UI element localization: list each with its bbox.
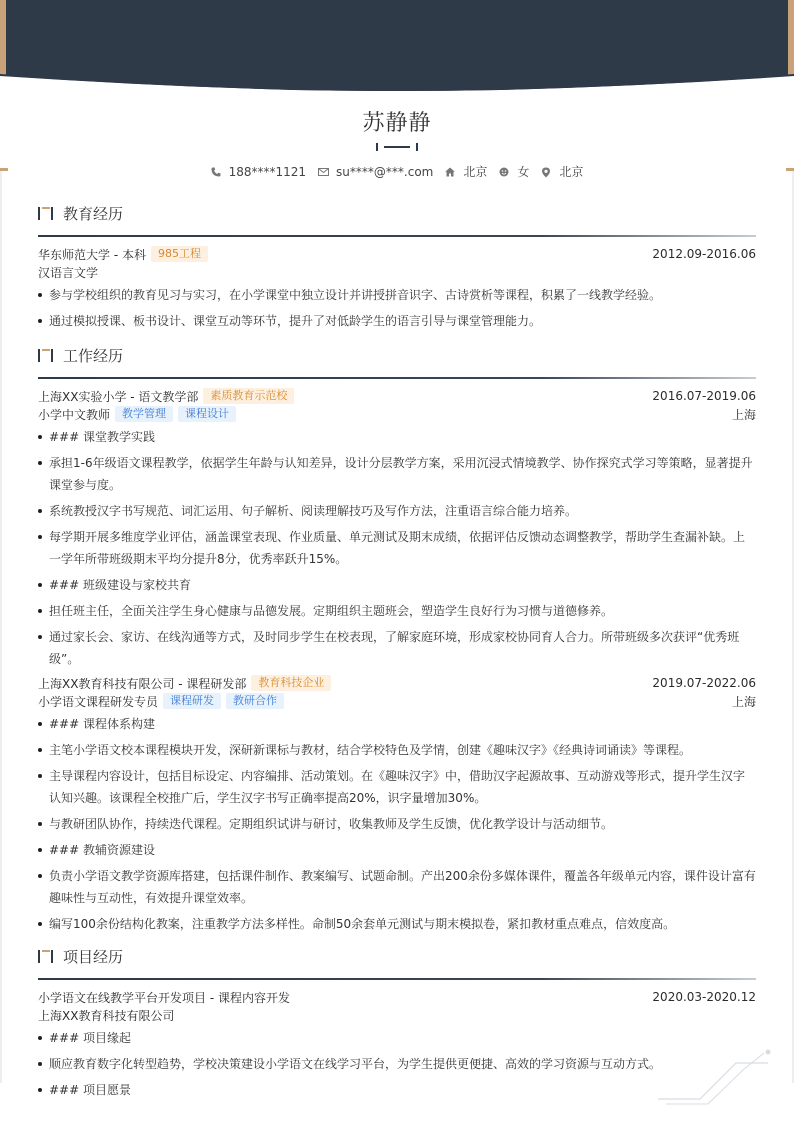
contact-gender: 女: [499, 163, 529, 180]
section-divider: [38, 377, 756, 379]
employer-tag: 教育科技企业: [251, 675, 331, 691]
contact-bar: [0, 163, 794, 180]
section-marker-icon: [38, 950, 54, 963]
list-item: ### 项目愿景: [38, 1079, 756, 1101]
list-item: ### 班级建设与家校共育: [38, 574, 756, 596]
contact-hometown: 北京: [445, 163, 487, 180]
project-name: 小学语文在线教学平台开发项目 - 课程内容开发: [38, 990, 290, 1005]
section-divider: [38, 978, 756, 980]
location-pin-icon: [541, 167, 551, 177]
contact-location: 北京: [541, 163, 583, 180]
job-title: 小学中文教师: [38, 407, 111, 422]
list-item: ### 课程体系构建: [38, 713, 756, 735]
work-section: [38, 343, 756, 935]
list-item: 主导课程内容设计，包括目标设定、内容编排、活动策划。在《趣味汉字》中，借助汉字起源故事、互动游戏等形式，提升学生汉字认知兴趣。该课程全校推广后，学生汉字书写正确率提高20%，识字量增加30%。: [38, 765, 756, 809]
education-date: 2012.09-2016.06: [652, 247, 756, 261]
project-date: 2020.03-2020.12: [652, 990, 756, 1004]
school-tag: 985工程: [151, 246, 208, 262]
list-item: 负责小学语文教学资源库搭建，包括课件制作、教案编写、试题命制。产出200余份多媒体课件，覆盖各年级单元内容，课件设计富有趣味性与互动性，有效提升课堂效率。: [38, 865, 756, 909]
section-title: 项目经历: [63, 947, 124, 966]
list-item: 与教研团队协作，持续迭代课程。定期组织试讲与研讨，收集教师及学生反馈，优化教学设计与活动细节。: [38, 813, 756, 835]
home-icon: [445, 167, 455, 177]
education-section: [38, 201, 756, 332]
section-divider: [38, 235, 756, 237]
candidate-name: 苏静静: [362, 111, 432, 136]
work-date: 2019.07-2022.06: [652, 676, 756, 690]
list-item: ### 课堂教学实践: [38, 426, 756, 448]
section-marker-icon: [38, 349, 54, 362]
list-item: ### 项目缘起: [38, 1027, 756, 1049]
list-item: 通过模拟授课、板书设计、课堂互动等环节，提升了对低龄学生的语言引导与课堂管理能力。: [38, 310, 756, 332]
school-name: 华东师范大学 - 本科: [38, 247, 146, 262]
skill-tag: 教研合作: [226, 693, 284, 709]
section-title: 工作经历: [63, 346, 124, 365]
section-marker-icon: [38, 207, 54, 220]
skill-tag: 教学管理: [115, 406, 173, 422]
gender-icon: [499, 167, 509, 177]
work-city: 上海: [731, 407, 756, 422]
contact-email: su****@***.com: [318, 165, 433, 179]
left-border: [0, 171, 2, 1083]
list-item: 编写100余份结构化教案，注重教学方法多样性。命制50余套单元测试与期末模拟卷，紧扣教材重点难点，信效度高。: [38, 913, 756, 935]
corner-decoration: [658, 1049, 778, 1105]
section-header: [38, 343, 756, 367]
list-item: 顺应教育数字化转型趋势，学校决策建设小学语文在线学习平台，为学生提供更便捷、高效的学习资源与互动方式。: [38, 1053, 756, 1075]
list-item: 承担1-6年级语文课程教学，依据学生年龄与认知差异，设计分层教学方案，采用沉浸式情境教学、协作探究式学习等策略，显著提升课堂参与度。: [38, 452, 756, 496]
list-item: 担任班主任，全面关注学生身心健康与品德发展。定期组织主题班会，塑造学生良好行为习惯与道德修养。: [38, 600, 756, 622]
list-item: ### 教辅资源建设: [38, 839, 756, 861]
list-item: 通过家长会、家访、在线沟通等方式，及时同步学生在校表现，了解家庭环境，形成家校协同育人合力。所带班级多次获评“优秀班级”。: [38, 626, 756, 670]
work-entry: [38, 387, 756, 670]
phone-icon: [211, 167, 221, 177]
education-entry: [38, 245, 756, 332]
section-header: [38, 944, 756, 968]
work-entry: [38, 674, 756, 935]
list-item: 参与学校组织的教育见习与实习，在小学课堂中独立设计并讲授拼音识字、古诗赏析等课程，积累了一线教学经验。: [38, 284, 756, 306]
list-item: 每学期开展多维度学业评估，涵盖课堂表现、作业质量、单元测试及期末成绩，依据评估反馈动态调整教学，帮助学生查漏补缺。上一学年所带班级期末平均分提升8分，优秀率跃升15%。: [38, 526, 756, 570]
section-header: [38, 201, 756, 225]
skill-tag: 课程研发: [163, 693, 221, 709]
header-banner: [0, 0, 794, 110]
project-entry: [38, 988, 756, 1101]
work-city: 上海: [731, 694, 756, 709]
projects-section: [38, 944, 756, 1101]
name-divider: [376, 143, 418, 151]
employer-name: 上海XX实验小学 - 语文教学部: [38, 389, 199, 404]
project-company: 上海XX教育科技有限公司: [38, 1008, 175, 1023]
job-title: 小学语文课程研发专员: [38, 694, 159, 709]
employer-name: 上海XX教育科技有限公司 - 课程研发部: [38, 676, 247, 691]
list-item: 系统教授汉字书写规范、词汇运用、句子解析、阅读理解技巧及写作方法，注重语言综合能力培养。: [38, 500, 756, 522]
contact-phone: 188****1121: [211, 165, 306, 179]
work-date: 2016.07-2019.06: [652, 389, 756, 403]
mail-icon: [318, 167, 328, 177]
skill-tag: 课程设计: [178, 406, 236, 422]
major: 汉语言文学: [38, 265, 99, 280]
employer-tag: 素质教育示范校: [203, 388, 294, 404]
list-item: 主笔小学语文校本课程模块开发，深研新课标与教材，结合学校特色及学情，创建《趣味汉字》《经典诗词诵读》等课程。: [38, 739, 756, 761]
section-title: 教育经历: [63, 204, 124, 223]
